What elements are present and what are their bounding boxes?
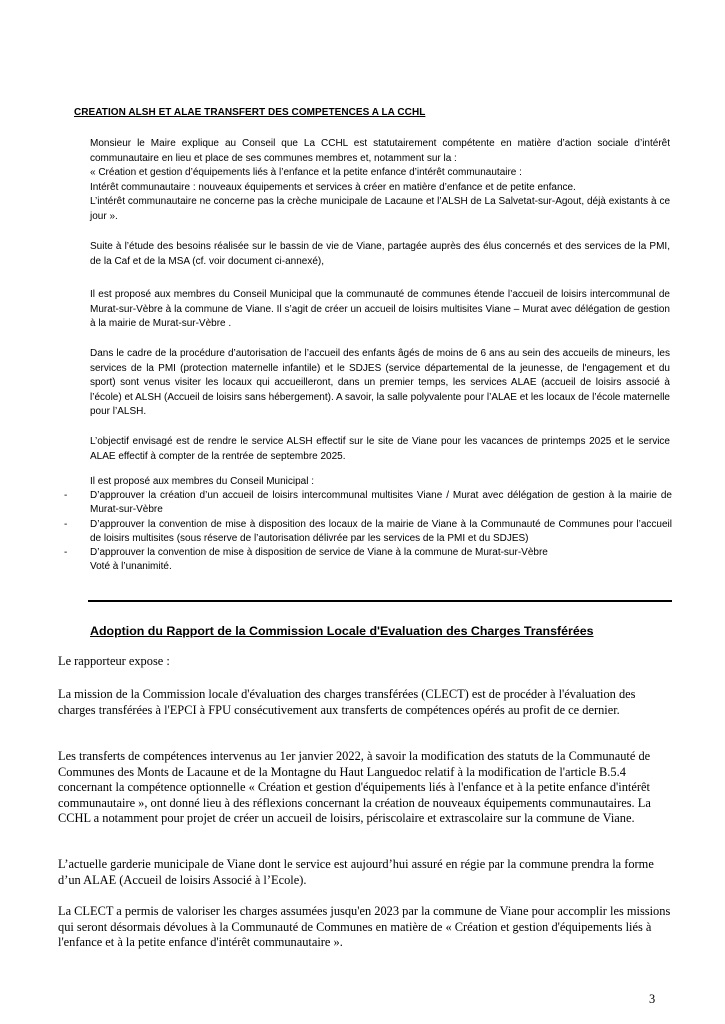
paragraph-proposal-text: Il est proposé aux membres du Conseil Municipal que la communauté de communes étende l’accueil de loisirs intercommunal de Murat-sur-Vèbre à la commune de Viane. Il s’agit de créer un accueil de loisirs multisites Viane – Murat avec délégation de gestion à la mairie de Murat-sur-Vèbre . — [90, 289, 670, 330]
paragraph-proposal — [90, 288, 670, 332]
decision-item-text: D’approuver la convention de mise à disposition de service de Viane à la commune de Murat-sur-Vèbre — [90, 547, 548, 559]
section-divider — [88, 600, 672, 602]
decision-item-text: D’approuver la création d’un accueil de loisirs intercommunal multisites Viane / Murat avec délégation de gestion à la mairie de Murat-sur-Vèbre — [90, 490, 672, 516]
section-title-alsh-alae: CREATION ALSH ET ALAE TRANSFERT DES COMPETENCES A LA CCHL — [74, 107, 426, 118]
decision-item — [60, 489, 672, 517]
bullet-dash: - — [64, 547, 68, 559]
paragraph-study — [90, 240, 670, 269]
paragraph-objective-text: L’objectif envisagé est de rendre le service ALSH effectif sur le site de Viane pour les vacances de printemps 2025 et le service ALAE effectif à compter de la rentrée de septembre 2025. — [90, 436, 670, 462]
bullet-dash: - — [64, 518, 68, 530]
paragraph-transfers-text: Les transferts de compétences intervenus au 1er janvier 2022, à savoir la modification des statuts de la Communauté de Communes des Monts de Lacaune et de la Montagne du Haut Languedoc relatif à la modification de l'article B.5.4 concernant la compétence optionnelle « Création et gestion d'équipements liés à l'enfance et à la petite enfance d'intérêt communautaire », ont donné lieu à des réflexions concernant la création de nouveaux équipements communautaires. La CCHL a notamment pour projet de créer un accueil de loisirs, périscolaire et extrascolaire sur la commune de Viane. — [58, 749, 651, 826]
decision-item-text: D’approuver la convention de mise à disposition des locaux de la mairie de Viane à la Communauté de Communes pour l’accueil de loisirs multisites (sous réserve de l’autorisation délivrée par les services de la PMI et du SDJES) — [90, 518, 672, 544]
paragraph-intro-line4: L’intérêt communautaire ne concerne pas la crèche municipale de Lacaune et l’ALSH de La Salvetat-sur-Agout, déjà existants à ce jour ». — [90, 196, 670, 222]
decision-item — [60, 546, 672, 560]
paragraph-clect-mission — [58, 687, 673, 718]
paragraph-charges-text: La CLECT a permis de valoriser les charges assumées jusqu'en 2023 par la commune de Viane pour accomplir les missions qui seront désormais dévolues à la Communauté de Communes en matière de « Création et gestion d'équipements liés à l'enfance et à la petite enfance d'intérêt communautaire ». — [58, 904, 671, 950]
paragraph-garderie — [58, 857, 673, 888]
paragraph-clect-mission-text: La mission de la Commission locale d'évaluation des charges transférées (CLECT) est de procéder à l'évaluation des charges transférées à l'EPCI à FPU consécutivement aux transferts de compétences opérés au profit de ce dernier. — [58, 687, 636, 717]
paragraph-charges — [58, 904, 673, 951]
decision-intro: Il est proposé aux membres du Conseil Municipal : — [90, 476, 314, 487]
paragraph-intro-line2: « Création et gestion d’équipements liés à l’enfance et la petite enfance d’intérêt communautaire : — [90, 167, 522, 179]
vote-result: Voté à l’unanimité. — [90, 561, 172, 573]
bullet-dash: - — [64, 490, 68, 502]
paragraph-procedure — [90, 347, 670, 420]
page-number: 3 — [649, 992, 656, 1006]
decision-item — [60, 518, 672, 546]
paragraph-garderie-text: L’actuelle garderie municipale de Viane dont le service est aujourd’hui assuré en régie par la commune prendra la forme d’un ALAE (Accueil de loisirs Associé à l’Ecole). — [58, 857, 654, 887]
section-title-clect: Adoption du Rapport de la Commission Locale d'Evaluation des Charges Transférées — [90, 624, 594, 638]
paragraph-procedure-text: Dans le cadre de la procédure d’autorisation de l’accueil des enfants âgés de moins de 6 ans au sein des accueils de mineurs, les services de la PMI (protection maternelle infantile) et le SDJES (service départemental de la jeunesse, de l'engagement et du sport) sont venus visiter les locaux qui accueilleront, dans un premier temps, les services ALAE (accueil de loisirs associé à l’école) et ALSH (Accueil de loisirs sans hébergement). A savoir, la salle polyvalente pour l’ALAE et les locaux de l’école maternelle pour l’ALSH. — [90, 348, 670, 418]
paragraph-intro-line1: Monsieur le Maire explique au Conseil que La CCHL est statutairement compétente en matière d’action sociale d’intérêt communautaire en lieu et place de ses communes membres et, notamment sur la : — [90, 138, 670, 164]
decision-list — [60, 475, 672, 574]
paragraph-intro-line3: Intérêt communautaire : nouveaux équipements et services à créer en matière d’enfance et de petite enfance. — [90, 181, 576, 193]
paragraph-rapporteur — [58, 654, 673, 670]
paragraph-intro — [90, 137, 670, 225]
paragraph-rapporteur-text: Le rapporteur expose : — [58, 654, 170, 668]
paragraph-transfers — [58, 749, 673, 827]
paragraph-objective — [90, 435, 670, 464]
paragraph-study-text: Suite à l’étude des besoins réalisée sur le bassin de vie de Viane, partagée auprès des élus concernés et des services de la PMI, de la Caf et de la MSA (cf. voir document ci-annexé), — [90, 241, 670, 267]
